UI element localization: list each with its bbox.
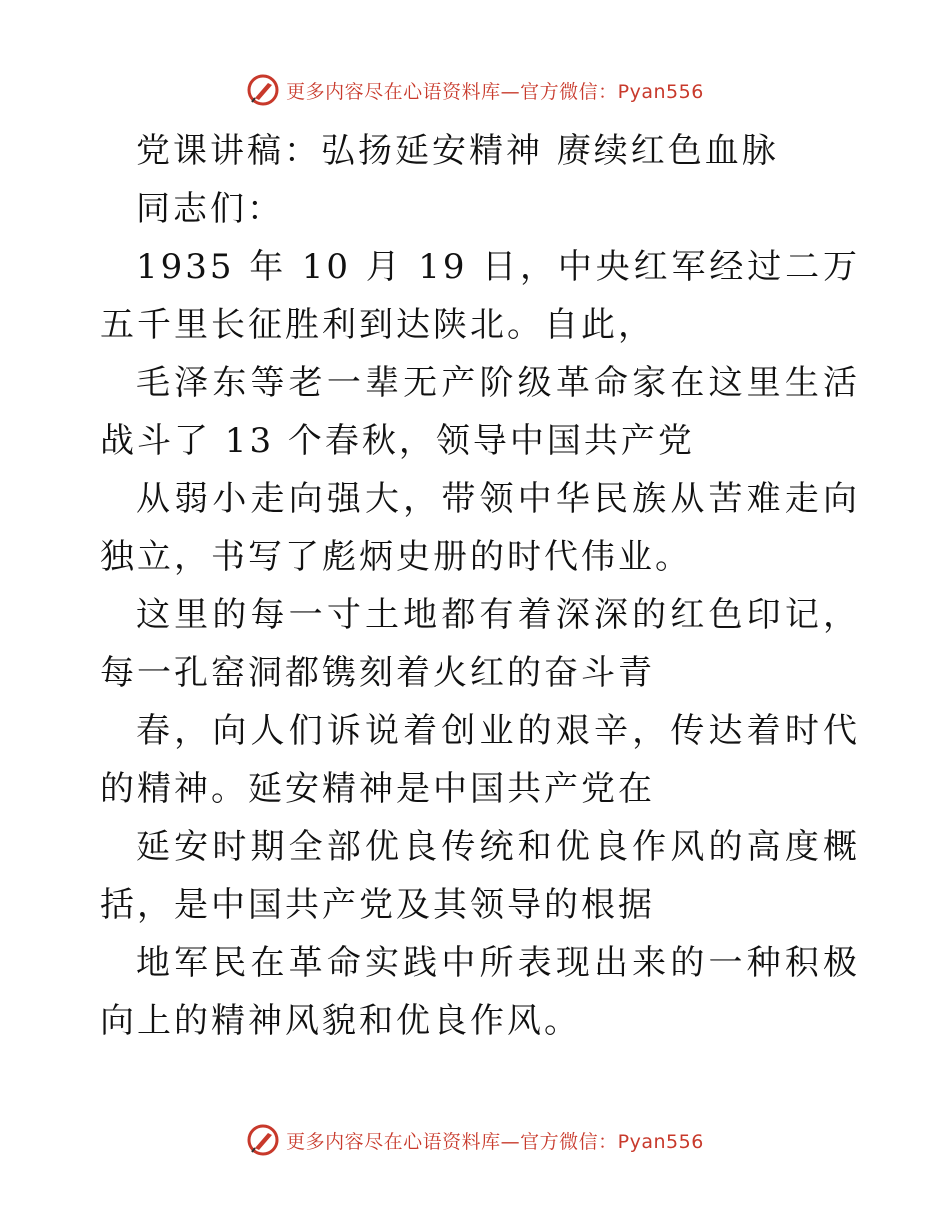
paragraph: 这里的每一寸土地都有着深深的红色印记，每一孔窑洞都镌刻着火红的奋斗青 [100,595,860,693]
footer-banner [0,1120,950,1160]
salutation: 同志们： [136,189,284,229]
paragraph: 地军民在革命实践中所表现出来的一种积极向上的精神风貌和优良作风。 [100,943,860,1041]
quill-pen-icon [246,1123,280,1157]
paragraph: 从弱小走向强大，带领中华民族从苦难走向独立，书写了彪炳史册的时代伟业。 [100,479,860,577]
footer-banner-text[interactable]: 更多内容尽在心语资料库—官方微信：Pyan556 [286,1130,704,1153]
paragraph: 延安时期全部优良传统和优良作风的高度概括，是中国共产党及其领导的根据 [100,827,860,925]
paragraph: 春，向人们诉说着创业的艰辛，传达着时代的精神。延安精神是中国共产党在 [100,711,860,809]
header-banner-text[interactable]: 更多内容尽在心语资料库—官方微信：Pyan556 [286,80,704,103]
paragraph: 1935 年 10 月 19 日，中央红军经过二万五千里长征胜利到达陕北。自此， [100,247,860,345]
document-body [100,122,860,1050]
document-title: 党课讲稿：弘扬延安精神 赓续红色血脉 [136,131,779,171]
quill-pen-icon [246,73,280,107]
header-banner [0,70,950,110]
paragraph: 毛泽东等老一辈无产阶级革命家在这里生活战斗了 13 个春秋，领导中国共产党 [100,363,860,461]
